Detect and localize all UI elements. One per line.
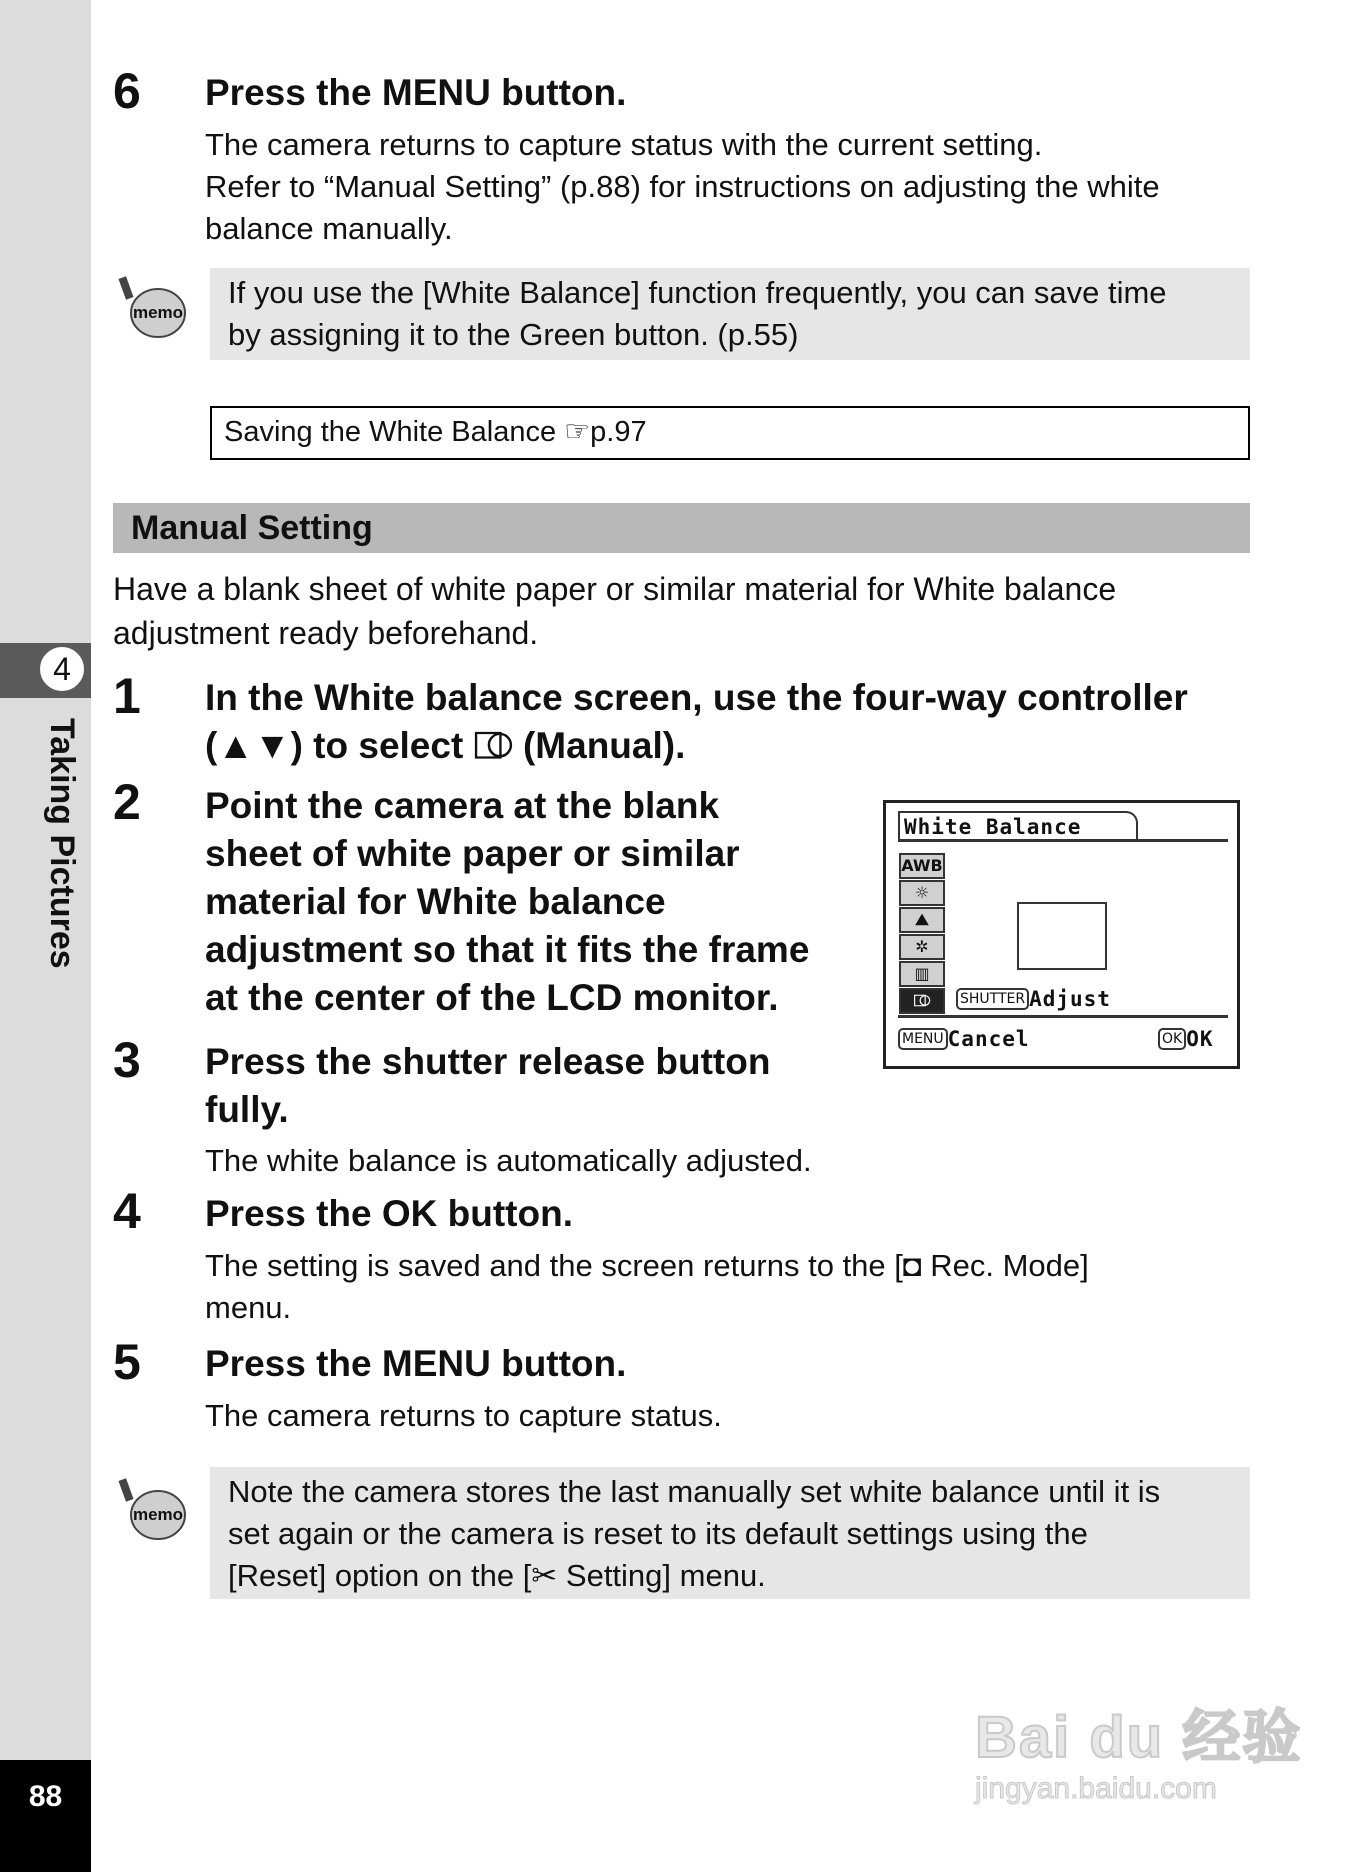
lcd-adjust-row: [956, 987, 1111, 1011]
step-2-heading-line3: material for White balance: [205, 881, 666, 922]
lcd-title: White Balance: [898, 811, 1138, 839]
shutter-key-icon: SHUTTER: [956, 988, 1029, 1010]
step-2-heading-line2: sheet of white paper or similar: [205, 833, 740, 874]
step-6-body-line3: balance manually.: [205, 211, 453, 246]
step-3-body: The white balance is automatically adjusted.: [205, 1143, 812, 1178]
ok-key-icon: OK: [1158, 1028, 1186, 1050]
step-5-number: 5: [113, 1334, 141, 1390]
step-2-heading-line1: Point the camera at the blank: [205, 785, 720, 826]
section-intro-line2: adjustment ready beforehand.: [113, 615, 539, 651]
lcd-footer-rule: [898, 1015, 1228, 1018]
page-number-box: [0, 1760, 91, 1872]
tungsten-icon: ✲: [899, 934, 945, 960]
step-6-body-line2: Refer to “Manual Setting” (p.88) for instructions on adjusting the white: [205, 169, 1160, 204]
baidu-watermark: Bai du 经验: [975, 1705, 1303, 1770]
memo-note-1: [210, 268, 1250, 360]
fluorescent-icon: ▥: [899, 961, 945, 987]
section-intro: [113, 567, 1253, 655]
memo-icon-label: memo: [132, 1505, 184, 1524]
memo-icon: [118, 1475, 188, 1545]
step-6-heading: Press the MENU button.: [205, 72, 627, 113]
baidu-watermark-url: jingyan.baidu.com: [975, 1772, 1217, 1805]
step-1-number: 1: [113, 668, 141, 724]
memo-note-2-line3: [Reset] option on the [✂ Setting] menu.: [228, 1558, 766, 1593]
shade-icon: ⛰: [899, 907, 945, 933]
memo-note-1-line1: If you use the [White Balance] function frequently, you can save time: [228, 275, 1167, 310]
menu-key-icon: MENU: [898, 1028, 948, 1050]
lcd-ok-row: [1158, 1027, 1214, 1051]
section-intro-line1: Have a blank sheet of white paper or similar material for White balance: [113, 571, 1117, 607]
adjust-label: Adjust: [1029, 987, 1111, 1011]
chapter-number: 4: [38, 645, 86, 693]
step-2-heading-line4: adjustment so that it fits the frame: [205, 929, 810, 970]
manual-wb-icon: ⎄: [899, 988, 945, 1014]
section-title: Manual Setting: [113, 503, 1250, 553]
step-6-number: 6: [113, 63, 141, 119]
memo-icon-label: memo: [132, 303, 184, 322]
step-4-number: 4: [113, 1183, 141, 1239]
memo-note-1-line2: by assigning it to the Green button. (p.55): [228, 317, 799, 352]
awb-icon: AWB: [899, 853, 945, 879]
cross-reference-box: Saving the White Balance ☞p.97: [210, 406, 1250, 460]
memo-note-2: [210, 1467, 1250, 1599]
memo-note-2-line1: Note the camera stores the last manually set white balance until it is: [228, 1474, 1161, 1509]
wb-target-frame: [1017, 902, 1107, 970]
step-4-body-line2: menu.: [205, 1290, 292, 1325]
daylight-icon: ☼: [899, 880, 945, 906]
memo-note-2-line2: set again or the camera is reset to its default settings using the: [228, 1516, 1088, 1551]
step-4-body-line1: The setting is saved and the screen returns to the [◘ Rec. Mode]: [205, 1248, 1089, 1283]
step-5-body: The camera returns to capture status.: [205, 1398, 722, 1433]
step-3-number: 3: [113, 1032, 141, 1088]
ok-label: OK: [1186, 1027, 1214, 1051]
step-1-heading-line2: (▲▼) to select ⎄ (Manual).: [205, 725, 686, 766]
chapter-title: Taking Pictures: [43, 718, 81, 969]
cancel-label: Cancel: [947, 1027, 1030, 1051]
lcd-cancel-row: [898, 1027, 1030, 1051]
lcd-title-rule: [898, 839, 1228, 842]
step-5-heading: Press the MENU button.: [205, 1343, 627, 1384]
step-4-heading: Press the OK button.: [205, 1193, 573, 1234]
step-2-heading-line5: at the center of the LCD monitor.: [205, 977, 779, 1018]
white-balance-lcd-screen: [883, 800, 1240, 1069]
step-6-body-line1: The camera returns to capture status with the current setting.: [205, 127, 1043, 162]
step-3-heading-line2: fully.: [205, 1089, 289, 1130]
step-1-heading-line1: In the White balance screen, use the four-way controller: [205, 677, 1188, 718]
page-number: 88: [28, 1780, 63, 1813]
step-2-number: 2: [113, 774, 141, 830]
memo-icon: [118, 273, 188, 343]
step-3-heading-line1: Press the shutter release button: [205, 1041, 771, 1082]
